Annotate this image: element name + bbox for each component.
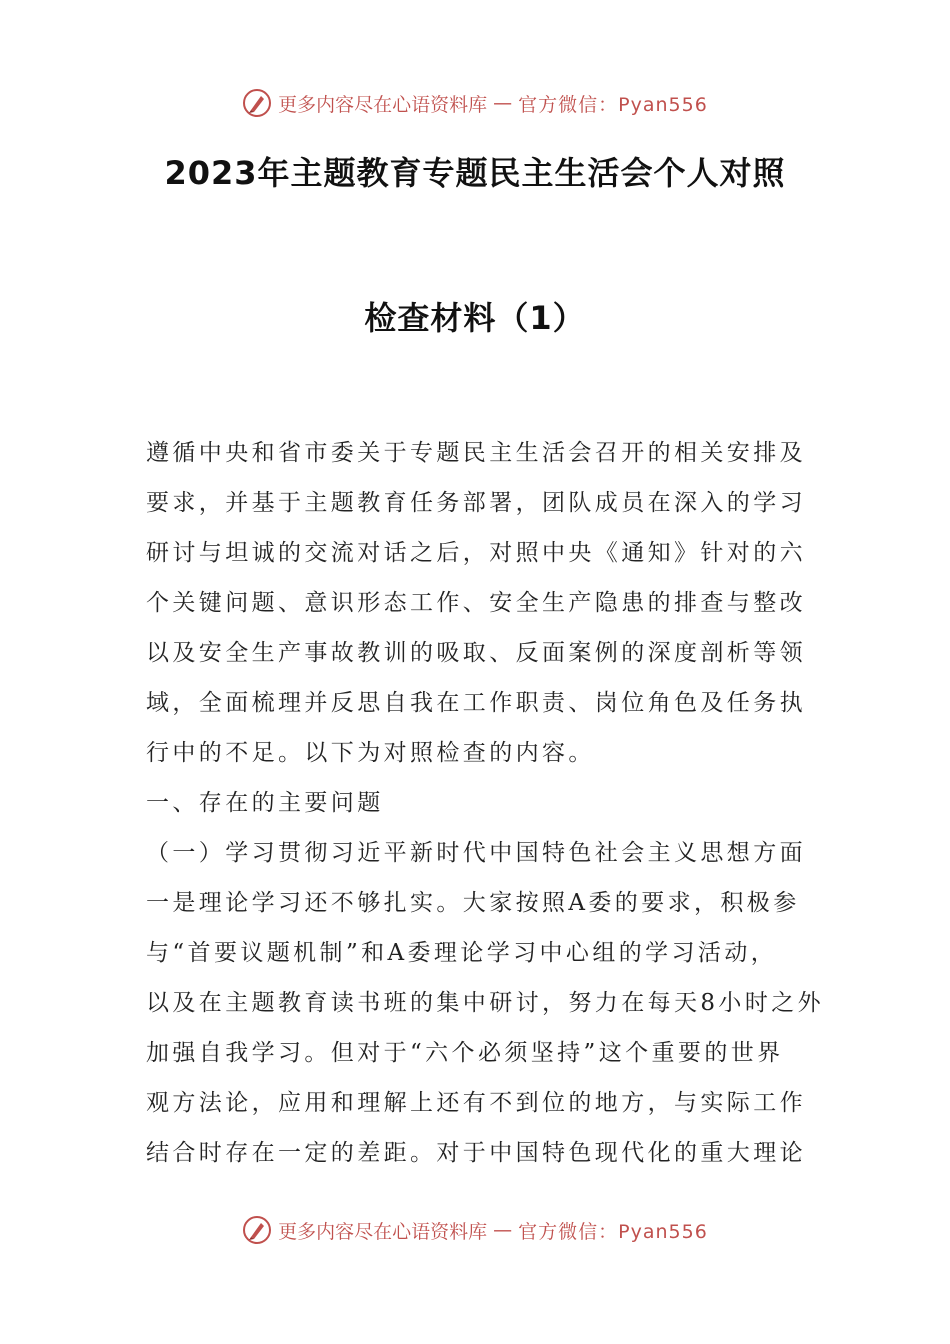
header-banner [0, 86, 950, 120]
pen-logo-icon [242, 88, 272, 118]
document-title-line-2: 检查材料（1） [364, 299, 586, 337]
body-line: 遵循中央和省市委关于专题民主生活会召开的相关安排及 [146, 440, 806, 466]
footer-banner [0, 1213, 950, 1247]
banner-contact: 官方微信：Pyan556 [518, 93, 708, 116]
banner-title: 更多内容尽在心语资料库 [278, 1220, 488, 1243]
body-line: 个关键问题、意识形态工作、安全生产隐患的排查与整改 [146, 590, 806, 616]
document-title-line-1: 2023年主题教育专题民主生活会个人对照 [164, 154, 786, 192]
body-line: 以及在主题教育读书班的集中研讨，努力在每天8小时之外 [146, 990, 825, 1016]
body-line: 一是理论学习还不够扎实。大家按照A委的要求，积极参 [146, 890, 800, 916]
body-line: 加强自我学习。但对于“六个必须坚持”这个重要的世界 [146, 1040, 784, 1066]
body-line: 要求，并基于主题教育任务部署，团队成员在深入的学习 [146, 490, 806, 516]
subsection-heading: （一）学习贯彻习近平新时代中国特色社会主义思想方面 [146, 840, 806, 866]
banner-title: 更多内容尽在心语资料库 [278, 93, 488, 116]
body-line: 域，全面梳理并反思自我在工作职责、岗位角色及任务执 [146, 690, 806, 716]
body-line: 结合时存在一定的差距。对于中国特色现代化的重大理论 [146, 1140, 806, 1166]
body-line: 观方法论，应用和理解上还有不到位的地方，与实际工作 [146, 1090, 806, 1116]
body-line: 行中的不足。以下为对照检查的内容。 [146, 740, 595, 766]
banner-contact: 官方微信：Pyan556 [518, 1220, 708, 1243]
banner-dash: — [493, 92, 513, 114]
pen-logo-icon [242, 1215, 272, 1245]
body-line: 以及安全生产事故教训的吸取、反面案例的深度剖析等领 [146, 640, 806, 666]
section-heading: 一、存在的主要问题 [146, 790, 384, 816]
banner-dash: — [493, 1219, 513, 1241]
body-line: 研讨与坦诚的交流对话之后，对照中央《通知》针对的六 [146, 540, 806, 566]
body-line: 与“首要议题机制”和A委理论学习中心组的学习活动， [146, 940, 778, 966]
